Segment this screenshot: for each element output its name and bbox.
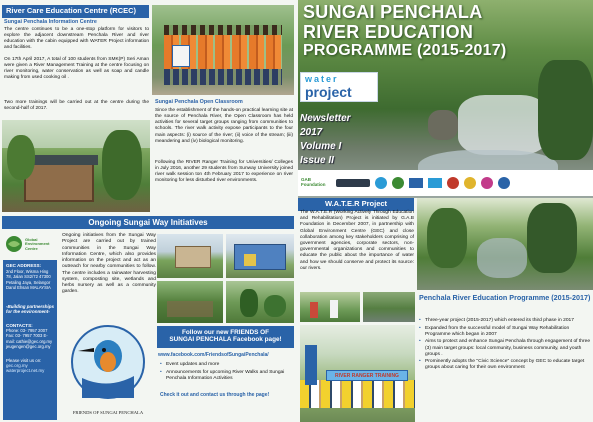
open-classroom-subheading: Sungai Penchala Open Classroom (155, 99, 243, 105)
stream-photo (363, 292, 415, 322)
address-title: GEC ADDRESS: (6, 263, 42, 268)
info-centre-building-photo (226, 234, 294, 278)
partner-logo-icon (392, 177, 404, 189)
programme-bullet-item: • Expanded from the successful model of Sungai Way Rehabilitation Programme which began in 2007 (419, 326, 591, 338)
facebook-bullet-item: • Event updates and more (160, 362, 294, 368)
partner-logo-icon (375, 177, 387, 189)
cover-title-line-3: PROGRAMME (2015-2017) (303, 42, 507, 59)
facebook-bullet-item: • Announcements for upcoming River Walks and Sungai Penchala Information Activities (160, 370, 294, 382)
rcec-paragraph-1: The centre continues to be a one-stop platform for visitors to explore the adjacent downstream Penchala River and river education with the cabin equipped with WATER Project information and facilities. (4, 27, 149, 51)
partner-logo-icon (464, 177, 476, 189)
contacts-text: Phone: 03- 7957 2007 Fax: 03- 7957 7003 E-mail: cathie@gec.org.my jeugengen@gec.org.my (6, 328, 53, 350)
visit-text: Please visit us on: (6, 357, 42, 363)
facebook-url[interactable]: www.facebook.com/FriendsofSungaiPenchala/ (158, 352, 269, 358)
cover-title-line-1: SUNGAI PENCHALA (303, 2, 483, 22)
students-group-photo (152, 5, 294, 95)
partner-logo-icon (481, 177, 493, 189)
info-centre-subheading: Sungai Penchala Information Centre (4, 19, 97, 25)
contacts-title: CONTACTS: (6, 323, 33, 328)
facebook-bullet-list (160, 362, 294, 383)
cover-title-line-2: RIVER EDUCATION (303, 22, 474, 42)
friends-caption: FRIENDS OF SUNGAI PENCHALA (72, 410, 144, 415)
nursery-photo (226, 281, 294, 323)
rcec-paragraph-3: Two more trainings will be carried out at the centre during the second-half of 2017. (4, 100, 149, 112)
gec-contact-sidebar (3, 260, 57, 420)
partner-logo-icon (336, 179, 370, 187)
partner-logo-icon (428, 178, 442, 188)
ranger-training-banner: RIVER RANGER TRAINING (326, 370, 408, 381)
gab-foundation-logo: GAB Foundation (301, 177, 326, 187)
garden-photo (157, 281, 223, 323)
tagline: -Building partnerships for the environment- (6, 304, 55, 314)
partner-logo-icon (498, 177, 510, 189)
water-project-paragraph: The W.A.T.E.R (Working Actively Through Education and Rehabilitation) Project is initiated by G.A.B Foundation in December 2007, in partnership with Global Environment Centre (GEC) and close collaboration among key stakeholders comprising of government agencies, corporate sectors, non-governmental organizations and communities to educate the public about the importance of water and how we should conserve and protect its source: our rivers. (300, 210, 414, 271)
friends-logo (62, 320, 154, 420)
water-logo-top: water (305, 74, 339, 84)
gec-logo-text: Global Environment Centre (25, 237, 50, 251)
sungai-way-header: Ongoing Sungai Way Initiatives (2, 216, 294, 229)
issue-label: Issue II (300, 155, 334, 166)
river-monitoring-photo (300, 292, 360, 322)
gec-website-link[interactable]: gec.org.my (6, 362, 28, 368)
facebook-banner[interactable] (157, 326, 294, 348)
classroom-paragraph-1: Since the establishment of the hands-on practical learning site at the source of Penchala River, the Open Classroom has held activities for several target groups ranging from communities to schools. The river walk activity expose participants to the four main aspects: (i) source of the river; (ii) voice of the stream; (iii) meandering and (iv) biological monitoring. (155, 108, 293, 144)
volume-label: Volume I (300, 141, 342, 152)
address-text: 2nd Floor, Wisma Hing 78, Jalan SS2/72 47300 Petaling Jaya, Selangor Darul Ehsan MALAYSIA (6, 269, 51, 290)
penchala-programme-list (419, 318, 591, 373)
partner-logo-icon (447, 177, 459, 189)
partner-logo-icon (409, 178, 423, 188)
facebook-title-1: Follow our new FRIENDS OF (182, 329, 269, 336)
newsletter-year: 2017 (300, 127, 323, 138)
programme-bullet-item: • Aims to protect and enhance Sungai Penchala through engagement of three (3) main target groups: local community, business community, and youth groups . (419, 339, 591, 357)
water-website-link[interactable]: waterproject.net.my (6, 367, 45, 373)
programme-bullet-item: • Three-year project (2015-2017) which entered its third phase in 2017 (419, 318, 591, 324)
rcec-header: River Care Education Centre (RCEC) (2, 5, 149, 18)
globe-icon (5, 235, 23, 253)
facebook-cta: Check it out and contact us through the page! (160, 392, 270, 398)
sungai-way-paragraph: Ongoing initiatives from the Sungai Way Project are carried out by trained communities in the Sungai Way Information Centre, which also provides information on the project and act as an outreach for nearby communities to follow. The centre includes a rainwater harvesting system, composting site, wetlands and herbs nursery as well as a community garden. (62, 233, 156, 295)
forest-stream-photo (417, 198, 593, 290)
gec-logo (5, 235, 55, 255)
kingfisher-icon (62, 320, 154, 405)
programme-bullet-item: • Prominently adopts the "Civic Science" concept by GEC to educate target groups about caring for their own environment (419, 359, 591, 371)
rcec-paragraph-2: On 17th April 2017, A total of 100 students from SMK(P) Seri Aman were given a River Management Training at the centre focusing on river monitoring, water conservation as well as soap and candle making from used cooking oil . (4, 57, 149, 81)
classroom-paragraph-2: Following the RIVER Ranger Training for Universities/ Colleges in July 2016, another 29 students from Sunway University joined river walk session ton 4th February 2017 to experience on river monitoring for less disturbed river environments. (155, 160, 293, 184)
water-project-header: W.A.T.E.R Project (298, 198, 414, 211)
penchala-programme-header: Penchala River Education Programme (2015-2017) (419, 293, 591, 302)
newsletter-label: Newsletter (300, 113, 351, 124)
facebook-title-2: SUNGAI PENCHALA Facebook page! (169, 336, 282, 344)
water-project-logo (300, 72, 378, 102)
sungai-way-building-photo (157, 234, 223, 278)
partner-logo-strip (298, 170, 593, 196)
water-logo-bottom: project (305, 84, 352, 100)
centre-cabin-photo (2, 120, 150, 212)
